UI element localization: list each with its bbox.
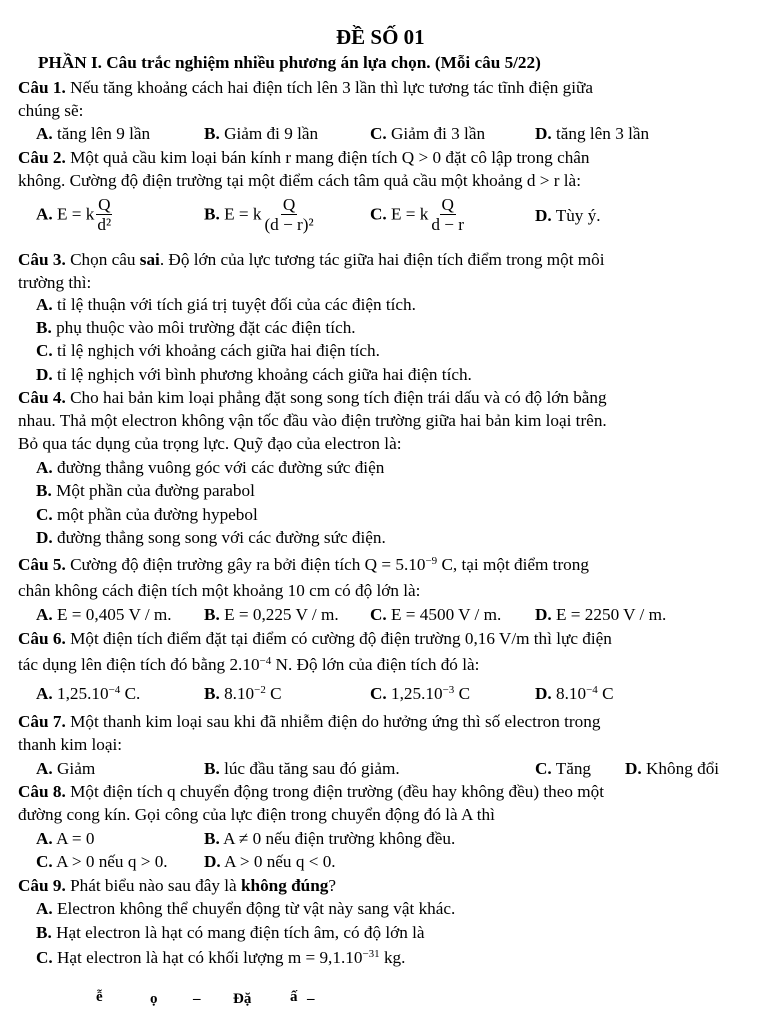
question-2-text-cont: không. Cường độ điện trường tại một điểm cách tâm quả cầu một khoảng d > r là: xyxy=(18,171,581,190)
question-4-label: Câu 4. xyxy=(18,388,66,407)
q2-option-b-denominator: (d − r)² xyxy=(264,215,314,234)
question-9-text: Phát biểu nào sau đây là xyxy=(65,876,241,895)
q7-option-b-text: lúc đầu tăng sau đó giảm. xyxy=(219,759,400,778)
q8-option-c-text: A > 0 nếu q > 0. xyxy=(52,852,168,871)
q3-option-b xyxy=(36,317,356,339)
question-7-label: Câu 7. xyxy=(18,712,66,731)
question-6-text-b: N. Độ lớn của điện tích đó là: xyxy=(271,655,480,674)
q4-option-b-label: B. xyxy=(36,481,52,500)
question-6-text-a: tác dụng lên điện tích đó bằng xyxy=(18,655,230,674)
question-3-text-end: . Độ lớn của lực tương tác giữa hai điện tích điểm trong một môi xyxy=(159,250,605,269)
q2-option-b xyxy=(204,196,317,235)
q1-option-a xyxy=(36,123,150,145)
question-5-text-end: C, tại một điểm trong xyxy=(437,555,589,574)
q1-option-c-text: Giảm đi 3 lần xyxy=(386,124,486,143)
question-1-label: Câu 1. xyxy=(18,78,66,97)
q3-option-c xyxy=(36,340,380,362)
q4-option-c-label: C. xyxy=(36,505,53,524)
question-2-text: Một quả cầu kim loại bán kính r mang điện tích Q > 0 đặt cô lập trong chân xyxy=(65,148,590,167)
q9-option-a xyxy=(36,898,455,920)
q8-option-d xyxy=(204,851,336,873)
q5-option-d xyxy=(535,604,666,626)
q9-option-c-label: C. xyxy=(36,948,53,967)
q5-option-b xyxy=(204,604,339,626)
question-4-text-cont-2: Bỏ qua tác dụng của trọng lực. Quỹ đạo của electron là: xyxy=(18,434,402,453)
q4-option-b-text: Một phần của đường parabol xyxy=(51,481,255,500)
q7-option-c xyxy=(535,758,591,780)
question-3-text: Chọn câu xyxy=(65,250,140,269)
footer-fragment-6: – xyxy=(307,991,315,1007)
question-5-label: Câu 5. xyxy=(18,555,66,574)
q2-option-b-formula: E = k xyxy=(224,204,262,224)
q7-option-b-label: B. xyxy=(204,759,220,778)
q1-option-d-label: D. xyxy=(535,124,552,143)
q6-option-b-label: B. xyxy=(204,684,220,703)
q2-option-a-formula: E = k xyxy=(57,204,95,224)
q5-option-d-text: E = 2250 V / m. xyxy=(551,605,667,624)
q6-option-b-value: 8.10 xyxy=(219,684,255,703)
q2-option-a xyxy=(36,196,114,235)
q9-option-c-exponent: −31 xyxy=(362,948,380,960)
q2-option-d-text: Tùy ý. xyxy=(551,206,601,225)
question-1 xyxy=(18,77,593,99)
q6-option-a xyxy=(36,683,140,705)
q8-option-c-label: C. xyxy=(36,852,53,871)
question-6-force-exponent: −4 xyxy=(259,655,272,667)
q8-option-c xyxy=(36,851,168,873)
q7-option-a xyxy=(36,758,95,780)
q4-option-d xyxy=(36,527,386,549)
q8-option-a xyxy=(36,828,94,850)
q2-option-a-fraction xyxy=(95,196,113,235)
q3-option-a-label: A. xyxy=(36,295,53,314)
question-5-text: Cường độ điện trường gây ra bởi điện tích xyxy=(65,555,365,574)
q2-option-c-numerator: Q xyxy=(441,195,454,214)
q6-option-c-label: C. xyxy=(370,684,387,703)
question-8-text: Một điện tích q chuyển động trong điện trường (đều hay không đều) theo một xyxy=(65,782,604,801)
q5-option-c-text: E = 4500 V / m. xyxy=(386,605,502,624)
question-7-text: Một thanh kim loại sau khi đã nhiễm điện do hưởng ứng thì số electron trong xyxy=(65,712,601,731)
q6-option-d xyxy=(535,683,614,705)
q6-option-b-unit: C xyxy=(265,684,282,703)
footer-fragment-4: Đặ xyxy=(233,991,252,1007)
q1-option-c-label: C. xyxy=(370,124,387,143)
footer-fragment-1: ễ xyxy=(96,989,103,1005)
question-5 xyxy=(18,554,589,576)
question-6 xyxy=(18,628,612,650)
q5-option-c-label: C. xyxy=(370,605,387,624)
page-title: ĐỀ SỐ 01 xyxy=(336,25,425,49)
q5-option-b-text: E = 0,225 V / m. xyxy=(219,605,339,624)
q9-option-a-label: A. xyxy=(36,899,53,918)
q8-option-d-label: D. xyxy=(204,852,221,871)
q1-option-a-text: tăng lên 9 lần xyxy=(52,124,151,143)
q2-option-c xyxy=(370,196,467,235)
question-2 xyxy=(18,147,590,169)
q3-option-b-label: B. xyxy=(36,318,52,337)
question-3-label: Câu 3. xyxy=(18,250,66,269)
q6-option-b-exponent: −2 xyxy=(254,684,266,696)
question-9-emphasis: không đúng xyxy=(240,876,329,895)
q9-option-a-text: Electron không thể chuyển động từ vật này sang vật khác. xyxy=(52,899,456,918)
question-4 xyxy=(18,387,607,409)
part-heading: PHẦN I. Câu trắc nghiệm nhiều phương án lựa chọn. (Mỗi câu 5/22) xyxy=(38,53,541,72)
q9-option-b-label: B. xyxy=(36,923,52,942)
question-6-text: Một điện tích điểm đặt tại điểm có cường độ điện trường 0,16 V/m thì lực điện xyxy=(65,629,612,648)
question-6-label: Câu 6. xyxy=(18,629,66,648)
q7-option-d-label: D. xyxy=(625,759,642,778)
q6-option-d-exponent: −4 xyxy=(586,684,598,696)
q9-option-c-mass-value: m = 9,1.10 xyxy=(287,948,363,967)
q2-option-a-numerator: Q xyxy=(98,195,111,214)
q4-option-d-label: D. xyxy=(36,528,53,547)
question-1-text: Nếu tăng khoảng cách hai điện tích lên 3 lần thì lực tương tác tĩnh điện giữa xyxy=(65,78,593,97)
q9-option-c-text: Hạt electron là hạt có khối lượng xyxy=(52,948,288,967)
q2-option-c-label: C. xyxy=(370,204,387,224)
q4-option-c-text: một phần của đường hypebol xyxy=(52,505,258,524)
q6-option-c-value: 1,25.10 xyxy=(386,684,443,703)
q1-option-b-text: Giảm đi 9 lần xyxy=(219,124,319,143)
q2-option-d xyxy=(535,205,601,227)
q9-option-b xyxy=(36,922,425,944)
q6-option-c-exponent: −3 xyxy=(442,684,455,696)
question-9-label: Câu 9. xyxy=(18,876,66,895)
q1-option-d xyxy=(535,123,649,145)
q8-option-a-text: A = 0 xyxy=(52,829,95,848)
q6-option-d-value: 8.10 xyxy=(551,684,587,703)
q1-option-a-label: A. xyxy=(36,124,53,143)
q6-option-a-unit: C. xyxy=(120,684,141,703)
q2-option-c-fraction xyxy=(429,196,466,235)
q2-option-c-denominator: d − r xyxy=(431,215,465,234)
q9-option-c-unit: kg. xyxy=(379,948,406,967)
q2-option-b-numerator: Q xyxy=(282,195,296,214)
q7-option-a-label: A. xyxy=(36,759,53,778)
question-9-text-end: ? xyxy=(328,876,337,895)
q2-option-a-denominator: d² xyxy=(97,215,112,234)
q8-option-b-text: A ≠ 0 nếu điện trường không đều. xyxy=(219,829,456,848)
question-5-charge-value: Q = 5.10 xyxy=(364,555,426,574)
question-2-label: Câu 2. xyxy=(18,148,66,167)
question-8-label: Câu 8. xyxy=(18,782,66,801)
question-5-charge-exponent: −9 xyxy=(425,555,438,567)
q8-option-d-text: A > 0 nếu q < 0. xyxy=(220,852,336,871)
q4-option-c xyxy=(36,504,258,526)
q2-option-a-label: A. xyxy=(36,204,53,224)
question-9 xyxy=(18,875,336,897)
q3-option-a xyxy=(36,294,416,316)
question-1-text-cont: chúng sẽ: xyxy=(18,101,84,120)
q2-option-b-fraction xyxy=(262,196,315,235)
q3-option-a-text: tỉ lệ thuận với tích giá trị tuyệt đối của các điện tích. xyxy=(52,295,416,314)
q9-option-c xyxy=(36,947,405,969)
q9-option-b-text: Hạt electron là hạt có mang điện tích âm, có độ lớn là xyxy=(51,923,425,942)
q4-option-a xyxy=(36,457,384,479)
q2-option-c-formula: E = k xyxy=(391,204,429,224)
q7-option-c-label: C. xyxy=(535,759,552,778)
q5-option-d-label: D. xyxy=(535,605,552,624)
q6-option-c-unit: C xyxy=(454,684,471,703)
q6-option-a-label: A. xyxy=(36,684,53,703)
q1-option-c xyxy=(370,123,485,145)
q5-option-b-label: B. xyxy=(204,605,220,624)
q4-option-d-text: đường thẳng song song với các đường sức điện. xyxy=(52,528,386,547)
question-5-text-cont: chân không cách điện tích một khoảng 10 cm có độ lớn là: xyxy=(18,581,421,600)
q6-option-a-exponent: −4 xyxy=(108,684,121,696)
footer-fragment-2: ọ xyxy=(150,991,158,1007)
footer-fragment-5: ấ xyxy=(290,989,298,1005)
q5-option-a-text: E = 0,405 V / m. xyxy=(52,605,172,624)
q3-option-d xyxy=(36,364,472,386)
q3-option-c-text: tỉ lệ nghịch với khoảng cách giữa hai điện tích. xyxy=(52,341,380,360)
question-3 xyxy=(18,249,605,271)
q6-option-a-value: 1,25.10 xyxy=(52,684,109,703)
question-7 xyxy=(18,711,600,733)
q5-option-a xyxy=(36,604,172,626)
q4-option-a-text: đường thẳng vuông góc với các đường sức điện xyxy=(52,458,385,477)
q6-option-c xyxy=(370,683,470,705)
q6-option-b xyxy=(204,683,282,705)
q7-option-d-text: Không đổi xyxy=(641,759,720,778)
q6-option-d-unit: C xyxy=(597,684,614,703)
q8-option-b xyxy=(204,828,455,850)
question-6-force-value: 2.10 xyxy=(229,655,260,674)
question-4-text: Cho hai bản kim loại phẳng đặt song song tích điện trái dấu và có độ lớn bằng xyxy=(65,388,607,407)
q6-option-d-label: D. xyxy=(535,684,552,703)
q3-option-d-text: tỉ lệ nghịch với bình phương khoảng cách giữa hai điện tích. xyxy=(52,365,472,384)
q3-option-d-label: D. xyxy=(36,365,53,384)
q2-option-b-label: B. xyxy=(204,204,220,224)
q2-option-d-label: D. xyxy=(535,206,552,225)
q1-option-d-text: tăng lên 3 lần xyxy=(551,124,650,143)
q5-option-a-label: A. xyxy=(36,605,53,624)
q3-option-c-label: C. xyxy=(36,341,53,360)
footer-fragment-3: – xyxy=(193,991,201,1007)
q7-option-c-text: Tăng xyxy=(551,759,592,778)
q4-option-a-label: A. xyxy=(36,458,53,477)
question-3-text-cont: trường thì: xyxy=(18,273,92,292)
question-8 xyxy=(18,781,604,803)
question-8-text-cont: đường cong kín. Gọi công của lực điện trong chuyển động đó là A thì xyxy=(18,805,495,824)
question-3-emphasis: sai xyxy=(139,250,160,269)
question-6-text-cont xyxy=(18,654,479,676)
q8-option-a-label: A. xyxy=(36,829,53,848)
q7-option-d xyxy=(625,758,719,780)
q5-option-c xyxy=(370,604,501,626)
q4-option-b xyxy=(36,480,255,502)
q3-option-b-text: phụ thuộc vào môi trường đặt các điện tích. xyxy=(51,318,356,337)
q7-option-b xyxy=(204,758,400,780)
q8-option-b-label: B. xyxy=(204,829,220,848)
q1-option-b-label: B. xyxy=(204,124,220,143)
q1-option-b xyxy=(204,123,318,145)
question-4-text-cont: nhau. Thả một electron không vận tốc đầu vào điện trường giữa hai bản kim loại trên. xyxy=(18,411,607,430)
question-7-text-cont: thanh kim loại: xyxy=(18,735,123,754)
q7-option-a-text: Giảm xyxy=(52,759,96,778)
